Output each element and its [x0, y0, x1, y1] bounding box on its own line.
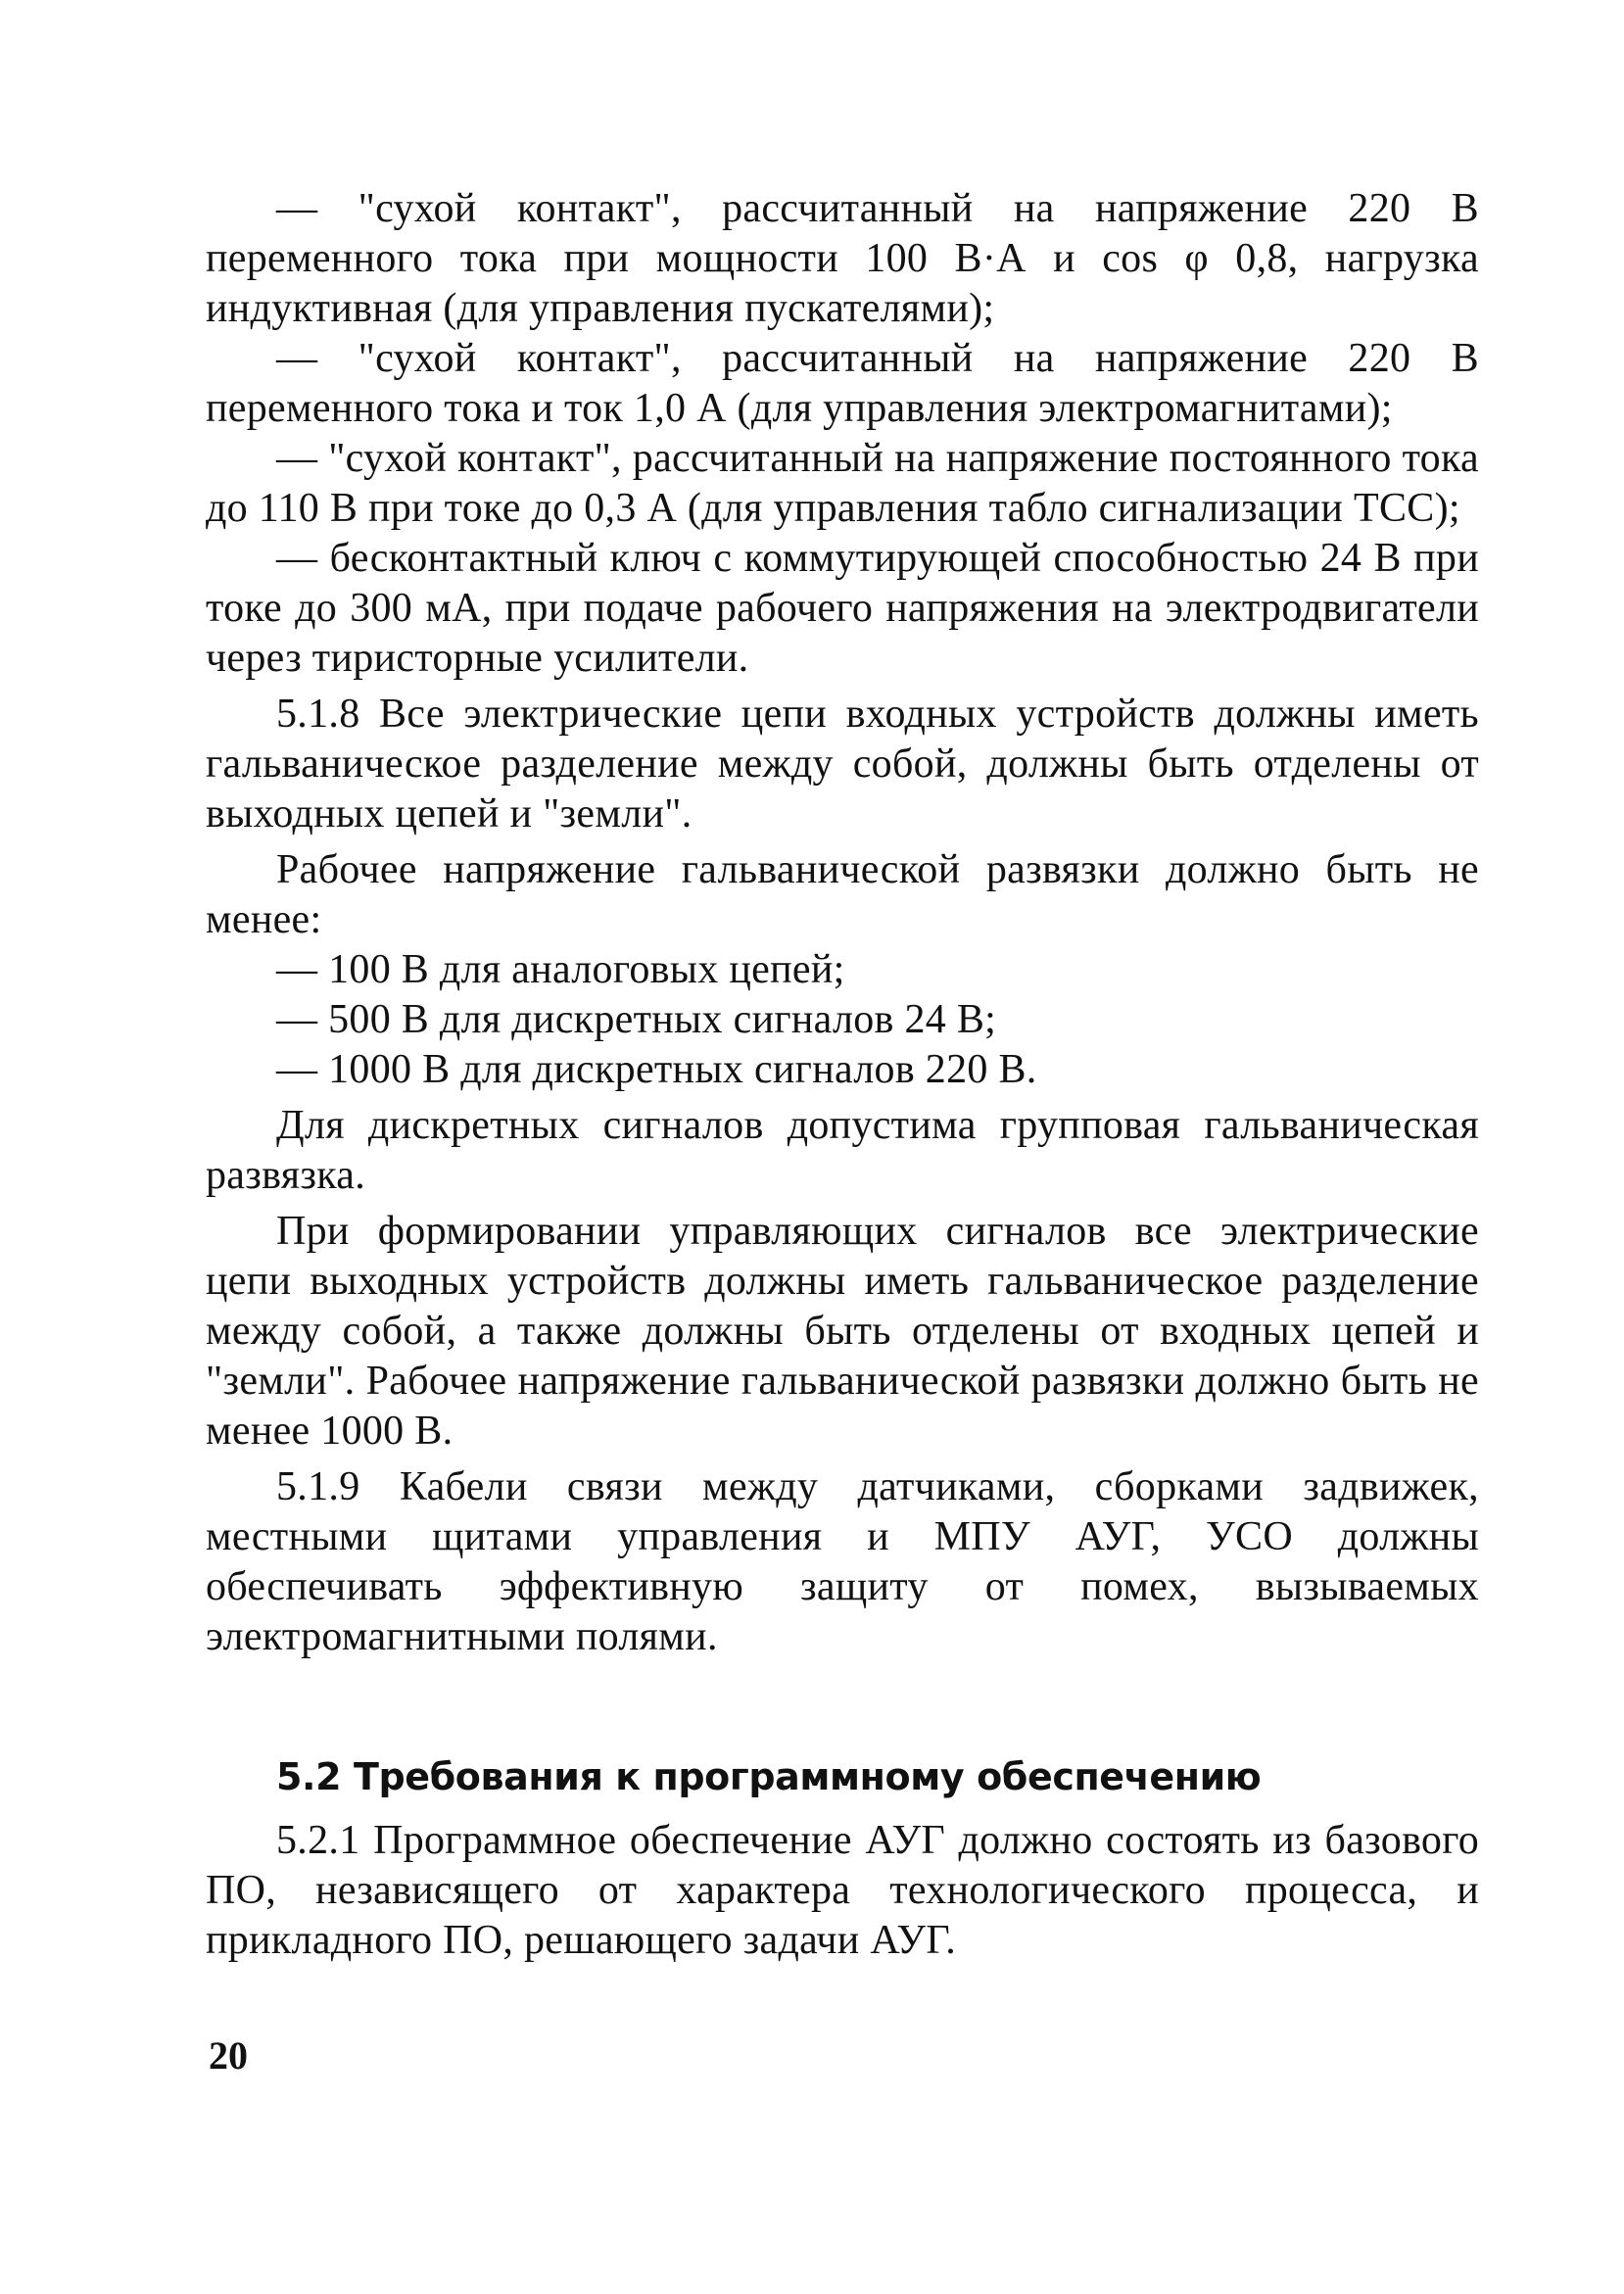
- list-item-discrete-220v: — 1000 В для дискретных сигналов 220 В.: [276, 1047, 1037, 1092]
- page-body: [206, 184, 1479, 1966]
- paragraph-isolation-voltage: Рабочее напряжение гальванической развязки должно быть не менее:: [206, 847, 1479, 942]
- list-item-contactless-switch: — бесконтактный ключ с коммутирующей способностью 24 В при токе до 300 мА, при подаче рабочего напряжения на электродвигатели через тиристорные усилители.: [206, 536, 1479, 681]
- paragraph-5-2-1: 5.2.1 Программное обеспечение АУГ должно состоять из базового ПО, независящего от характера технологического процесса, и прикладного ПО, решающего задачи АУГ.: [206, 1818, 1479, 1963]
- paragraph-5-1-9: 5.1.9 Кабели связи между датчиками, сборками задвижек, местными щитами управления и МПУ АУГ, УСО должны обеспечивать эффективную защиту от помех, вызываемых электромагнитными полями.: [206, 1464, 1479, 1659]
- list-item-dry-contact-ac-electromagnets: — "сухой контакт", рассчитанный на напряжение 220 В переменного тока и ток 1,0 А (для управления электромагнитами);: [206, 336, 1479, 431]
- page-number: 20: [209, 2033, 248, 2078]
- list-item-analog-circuits: — 100 В для аналоговых цепей;: [276, 947, 845, 992]
- paragraph-5-1-8: 5.1.8 Все электрические цепи входных устройств должны иметь гальваническое разделение между собой, должны быть отделены от выходных цепей и "земли".: [206, 692, 1479, 836]
- paragraph-control-signals: При формировании управляющих сигналов все электрические цепи выходных устройств должны иметь гальваническое разделение между собой, а также должны быть отделены от входных цепей и "земли". Рабочее напряжение гальванической развязки должно быть не менее 1000 В.: [206, 1209, 1479, 1454]
- list-item-discrete-24v: — 500 В для дискретных сигналов 24 В;: [276, 997, 997, 1042]
- paragraph-group-isolation: Для дискретных сигналов допустима групповая гальваническая развязка.: [206, 1103, 1479, 1198]
- section-heading: 5.2 Требования к программному обеспечению: [276, 1755, 1262, 1798]
- list-item-dry-contact-ac-starters: — "сухой контакт", рассчитанный на напряжение 220 В переменного тока при мощности 100 В·А и cos φ 0,8, нагрузка индуктивная (для управления пускателями);: [206, 186, 1479, 331]
- list-item-dry-contact-dc-signal-board: — "сухой контакт", рассчитанный на напряжение постоянного тока до 110 В при токе до 0,3 А (для управления табло сигнализации ТСС);: [206, 436, 1479, 531]
